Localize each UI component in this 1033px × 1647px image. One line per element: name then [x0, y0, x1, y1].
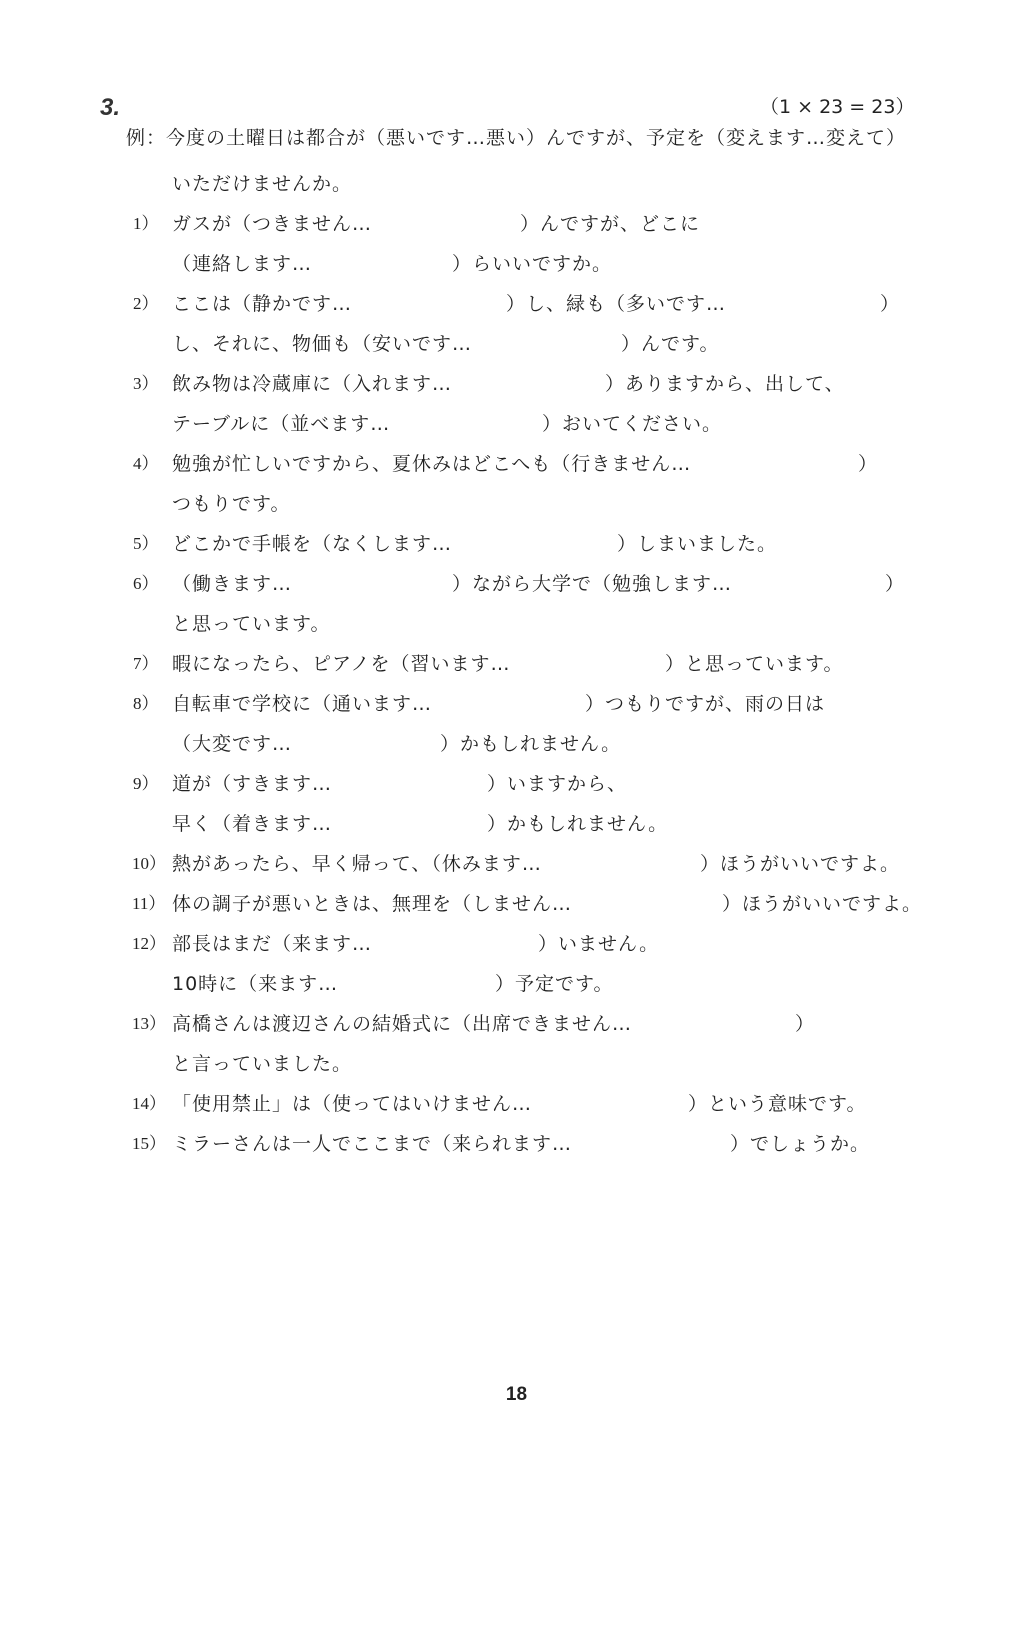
item-number-8: 8）	[133, 694, 159, 713]
item-7-text-b: ）と思っています。	[665, 653, 844, 675]
item-number-14: 14）	[132, 1094, 166, 1113]
item-15-text-b: ）でしょうか。	[730, 1133, 871, 1155]
item-14-text-b: ）という意味です。	[688, 1093, 867, 1115]
item-15-text-a: ミラーさんは一人でここまで（来られます…	[172, 1133, 573, 1155]
item-number-4: 4）	[133, 454, 159, 473]
item-number-3: 3）	[133, 374, 159, 393]
item-4-text-b: ）	[858, 453, 879, 475]
item-number-7: 7）	[133, 654, 159, 673]
item-3-text-b: ）ありますから、出して、	[605, 373, 845, 395]
item-14-text-a: 「使用禁止」は（使ってはいけません…	[172, 1093, 533, 1115]
item-2-text-b: ）し、緑も（多いです…	[506, 293, 727, 315]
item-2-text-a: ここは（静かです…	[172, 293, 353, 315]
item-number-12: 12）	[132, 934, 166, 953]
item-number-13: 13）	[132, 1014, 166, 1033]
item-10-text-b: ）ほうがいいですよ。	[700, 853, 901, 875]
item-9-text-c: 早く（着きます…	[172, 813, 333, 835]
item-9-text-a: 道が（すきます…	[172, 773, 333, 795]
item-9-text-d: ）かもしれません。	[487, 813, 669, 835]
item-3-text-d: ）おいてください。	[542, 413, 723, 435]
item-6-text-b: ）ながら大学で（勉強します…	[452, 573, 733, 595]
item-number-6: 6）	[133, 574, 159, 593]
item-number-5: 5）	[133, 534, 159, 553]
item-number-10: 10）	[132, 854, 166, 873]
item-3-text-a: 飲み物は冷蔵庫に（入れます…	[172, 373, 453, 395]
item-12-text-b: ）いません。	[538, 933, 660, 955]
item-13-text-a: 高橋さんは渡辺さんの結婚式に（出席できません…	[172, 1013, 633, 1035]
item-8-text-d: ）かもしれません。	[440, 733, 622, 755]
item-12-text-c: 10時に（来ます…	[172, 973, 339, 995]
item-6-text-b2: ）	[885, 573, 906, 595]
item-number-15: 15）	[132, 1134, 166, 1153]
item-11-text-a: 体の調子が悪いときは、無理を（しません…	[172, 893, 573, 915]
item-2-text-c: し、それに、物価も（安いです…	[172, 333, 473, 355]
section-number: 3.	[100, 94, 121, 121]
item-5-text-b: ）しまいました。	[617, 533, 778, 555]
example-line-1	[126, 126, 906, 150]
item-number-1: 1）	[133, 214, 159, 233]
example-text-1: 今度の土曜日は都合が（悪いです…悪い）んですが、予定を（変えます…変えて）	[166, 127, 907, 149]
item-2-text-b2: ）	[880, 293, 901, 315]
item-13-text-c: と言っていました。	[172, 1053, 353, 1075]
item-8-text-b: ）つもりですが、雨の日は	[585, 693, 826, 715]
item-1-text-a: ガスが（つきません…	[172, 213, 373, 235]
item-13-text-b: ）	[795, 1013, 816, 1035]
item-8-text-c: （大変です…	[172, 733, 293, 755]
score-label: （1 × 23 = 23）	[760, 96, 915, 118]
item-1-text-b: ）んですが、どこに	[520, 213, 701, 235]
item-8-text-a: 自転車で学校に（通います…	[172, 693, 433, 715]
item-4-text-c: つもりです。	[172, 493, 291, 515]
item-2-text-d: ）んです。	[621, 333, 720, 355]
item-11-text-b: ）ほうがいいですよ。	[722, 893, 923, 915]
item-6-text-c: と思っています。	[172, 613, 331, 635]
item-10-text-a: 熱があったら、早く帰って、（休みます…	[172, 853, 542, 875]
item-12-text-d: ）予定です。	[495, 973, 614, 995]
example-label: 例：	[126, 127, 167, 149]
item-number-2: 2）	[133, 294, 159, 313]
example-line-2: いただけませんか。	[172, 173, 353, 195]
item-number-9: 9）	[133, 774, 159, 793]
item-6-text-a: （働きます…	[172, 573, 293, 595]
item-1-text-c: （連絡します…	[172, 253, 313, 275]
item-5-text-a: どこかで手帳を（なくします…	[172, 533, 453, 555]
item-1-text-d: ）らいいですか。	[452, 253, 613, 275]
item-7-text-a: 暇になったら、ピアノを（習います…	[172, 653, 511, 675]
item-4-text-a: 勉強が忙しいですから、夏休みはどこへも（行きません…	[172, 453, 692, 475]
item-9-text-b: ）いますから、	[487, 773, 628, 795]
item-12-text-a: 部長はまだ（来ます…	[172, 933, 373, 955]
item-number-11: 11）	[132, 894, 166, 913]
item-3-text-c: テーブルに（並べます…	[172, 413, 391, 435]
page-number: 18	[505, 1384, 528, 1405]
